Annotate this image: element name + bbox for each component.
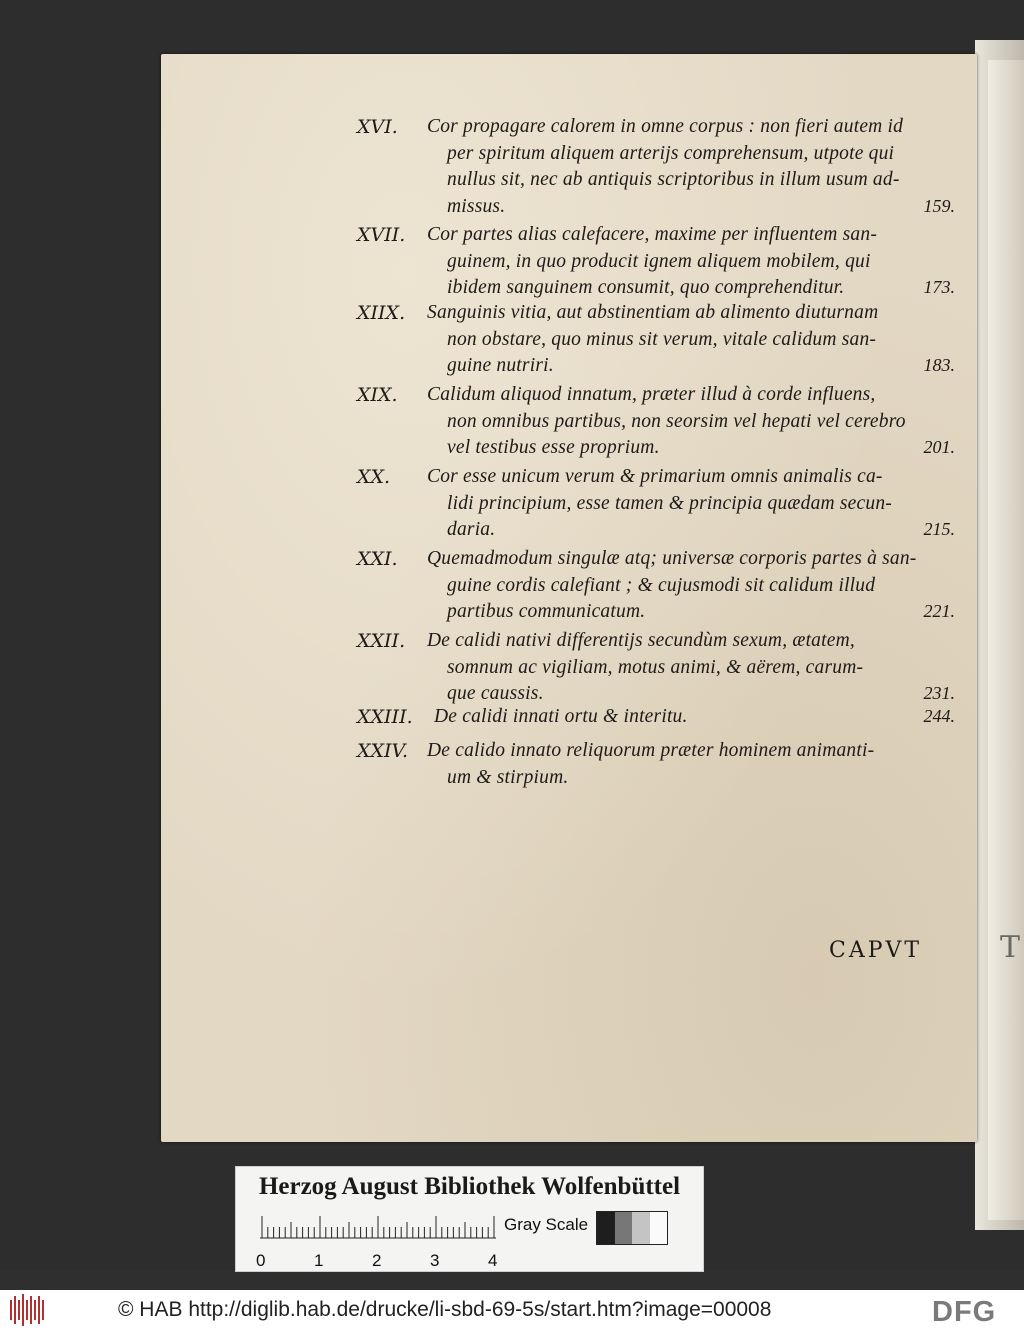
entry-text-line: non omnibus partibus, non seorsim vel hepati vel cerebro — [447, 410, 906, 432]
footer-bar — [0, 1290, 1024, 1334]
ruler-number: 1 — [314, 1251, 324, 1270]
adjacent-page-glyph: T — [1000, 930, 1023, 965]
entry-number: XXII. — [357, 630, 406, 652]
entry-page-number: 173. — [923, 277, 955, 297]
entry-number: XVI. — [357, 116, 398, 138]
entry-page-number: 201. — [923, 437, 955, 457]
entry-text-line: missus. — [447, 195, 506, 217]
color-calibration-card — [235, 1166, 704, 1272]
entry-number: XIX. — [357, 384, 398, 406]
entry-page-number: 183. — [923, 355, 955, 375]
catchword: CAPVT — [829, 938, 923, 963]
ruler-number: 2 — [372, 1251, 382, 1270]
entry-text-line: que caussis. — [447, 683, 544, 704]
entry-text-line: um & stirpium. — [447, 766, 569, 788]
entry-text-line: Sanguinis vitia, aut abstinentiam ab alimento diuturnam — [427, 302, 879, 323]
measurement-ruler — [260, 1215, 496, 1239]
ruler-number: 3 — [430, 1251, 440, 1270]
entry-number: XXI. — [357, 548, 398, 570]
entry-text-line: vel testibus esse proprium. — [447, 437, 660, 458]
book-page — [161, 54, 977, 1142]
entry-page-number: 221. — [923, 601, 955, 621]
entry-text-line: Cor esse unicum verum & primarium omnis animalis ca- — [427, 466, 883, 487]
entry-text-line: Cor partes alias calefacere, maxime per influentem san- — [427, 224, 878, 245]
entry-page-number: 244. — [923, 706, 955, 726]
entry-number: XX. — [357, 466, 391, 488]
entry-text-line: Calidum aliquod innatum, præter illud à corde influens, — [427, 384, 876, 405]
dfg-logo: DFG — [932, 1296, 997, 1328]
entry-page-number: 159. — [923, 195, 955, 216]
adjacent-page-strip — [988, 60, 1024, 1220]
entry-text-line: daria. — [447, 519, 496, 540]
entry-text-line: guinem, in quo producit ignem aliquem mobilem, qui — [447, 250, 871, 272]
ruler-number: 4 — [488, 1251, 498, 1270]
entry-page-number: 231. — [923, 683, 955, 703]
entry-text-line: De calidi innati ortu & interitu. — [434, 706, 688, 727]
entry-text-line: ibidem sanguinem consumit, quo comprehenditur. — [447, 277, 845, 298]
copyright-url[interactable]: © HAB http://diglib.hab.de/drucke/li-sbd-69-5s/start.htm?image=00008 — [118, 1298, 772, 1321]
entry-text-line: per spiritum aliquem arterijs comprehensum, utpote qui — [447, 142, 895, 164]
ruler-number: 0 — [256, 1251, 266, 1270]
card-title: Herzog August Bibliothek Wolfenbüttel — [258, 1173, 681, 1200]
entry-text-line: De calidi nativi differentijs secundùm sexum, ætatem, — [427, 630, 855, 651]
entry-text-line: De calido innato reliquorum præter hominem animanti- — [427, 740, 875, 761]
entry-text-line: nullus sit, nec ab antiquis scriptoribus in illum usum ad- — [447, 169, 900, 190]
entry-text-line: non obstare, quo minus sit verum, vitale calidum san- — [447, 328, 877, 350]
entry-text-line: partibus communicatum. — [447, 601, 646, 622]
entry-number: XXIII. — [357, 706, 413, 728]
entry-number: XVII. — [357, 224, 406, 246]
entry-text-line: Cor propagare calorem in omne corpus : non fieri autem id — [427, 116, 904, 137]
gray-scale-label: Gray Scale — [504, 1215, 589, 1234]
entry-text-line: guine cordis calefiant ; & cujusmodi sit calidum illud — [447, 574, 876, 596]
gray-scale-swatches — [596, 1211, 668, 1245]
entry-text-line: guine nutriri. — [447, 355, 554, 376]
entry-number: XXIV. — [357, 740, 408, 762]
entry-number: XIIX. — [357, 302, 406, 324]
hab-logo-icon — [8, 1292, 48, 1328]
entry-text-line: Quemadmodum singulæ atq; universæ corporis partes à san- — [427, 548, 917, 569]
entry-text-line: somnum ac vigiliam, motus animi, & aërem, carum- — [447, 656, 864, 678]
entry-page-number: 215. — [923, 519, 955, 539]
entry-text-line: lidi principium, esse tamen & principia quædam secun- — [447, 492, 892, 514]
